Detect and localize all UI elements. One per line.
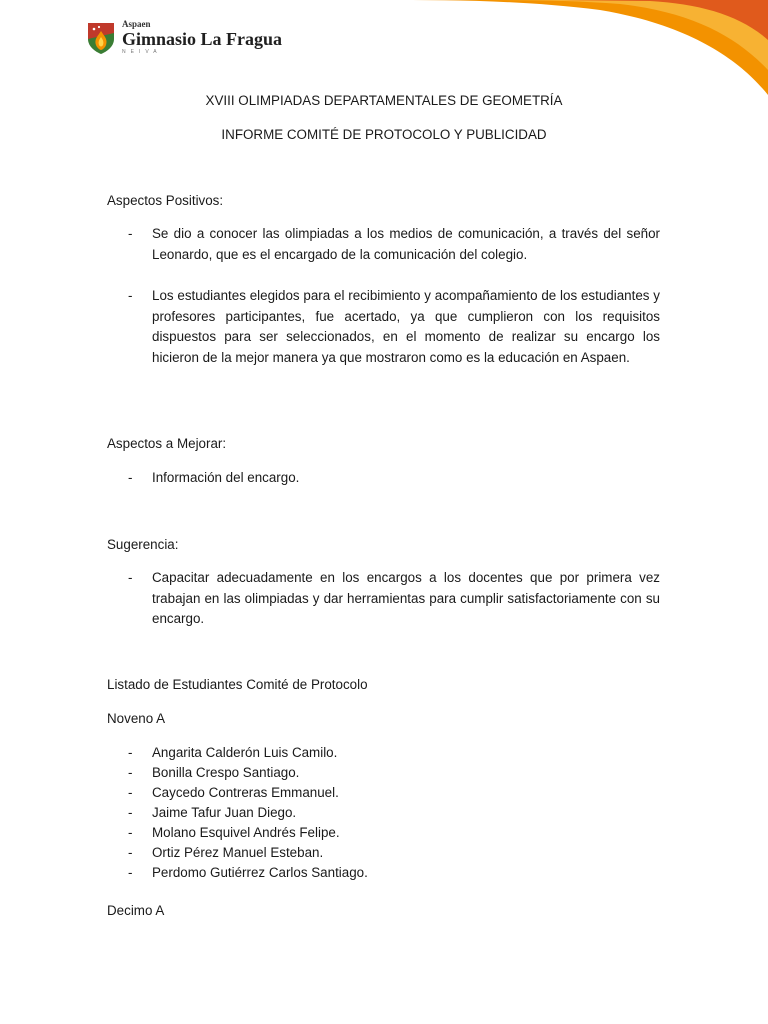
bullet-dash: - [128, 845, 133, 860]
list-mejorar [128, 468, 660, 489]
logo-main-text: Gimnasio La Fragua [122, 29, 283, 49]
logo-small-text: Aspaen [122, 19, 151, 29]
list-item-text: Caycedo Contreras Emmanuel. [152, 785, 339, 800]
bullet-dash: - [128, 805, 133, 820]
bullet-dash: - [128, 570, 133, 585]
document-subtitle: INFORME COMITÉ DE PROTOCOLO Y PUBLICIDAD [221, 127, 547, 142]
bullet-dash: - [128, 785, 133, 800]
bullet-dash: - [128, 865, 133, 880]
list-item [128, 743, 660, 763]
list-item-text: Jaime Tafur Juan Diego. [152, 805, 297, 820]
list-item-text: Capacitar adecuadamente en los encargos a los docentes que por primera vez trabajan en las olimpiadas y dar herramientas para cumplir satisfactoriamente con su encargo. [152, 570, 660, 626]
bullet-dash: - [128, 470, 133, 485]
bullet-dash: - [128, 288, 133, 303]
list-item [128, 286, 660, 368]
heading-decimo: Decimo A [107, 903, 165, 918]
heading-sugerencia: Sugerencia: [107, 537, 179, 552]
list-item-text: Los estudiantes elegidos para el recibimiento y acompañamiento de los estudiantes y profesores participantes, fue acertado, ya que cumplieron con los requisitos dispuestos para ser seleccionados, en el momento de realizar su encargo los hicieron de la mejor manera ya que mostraron como es la educación en Aspaen. [152, 288, 660, 365]
list-item [128, 823, 660, 843]
heading-listado: Listado de Estudiantes Comité de Protocolo [107, 677, 368, 692]
logo-sub-text: NEIVA [122, 49, 162, 55]
list-item [128, 843, 660, 863]
heading-positivos: Aspectos Positivos: [107, 193, 224, 208]
list-item [128, 863, 660, 883]
bullet-dash: - [128, 825, 133, 840]
list-sugerencia [128, 568, 660, 630]
list-item-text: Angarita Calderón Luis Camilo. [152, 745, 338, 760]
heading-mejorar: Aspectos a Mejorar: [107, 436, 227, 451]
list-item-text: Se dio a conocer las olimpiadas a los medios de comunicación, a través del señor Leonardo, que es el encargado de la comunicación del colegio. [152, 226, 660, 262]
list-item-text: Ortiz Pérez Manuel Esteban. [152, 845, 324, 860]
list-item [128, 568, 660, 630]
bullet-dash: - [128, 226, 133, 241]
list-noveno [128, 743, 660, 883]
list-item [128, 763, 660, 783]
school-shield-icon [86, 21, 116, 55]
list-positivos-2 [128, 286, 660, 368]
bullet-dash: - [128, 745, 133, 760]
heading-noveno: Noveno A [107, 711, 166, 726]
list-positivos [128, 224, 660, 265]
list-item-text: Información del encargo. [152, 470, 300, 485]
list-item-text: Perdomo Gutiérrez Carlos Santiago. [152, 865, 368, 880]
list-item [128, 783, 660, 803]
list-item-text: Bonilla Crespo Santiago. [152, 765, 300, 780]
document-title: XVIII OLIMPIADAS DEPARTAMENTALES DE GEOMETRÍA [205, 93, 563, 108]
list-item [128, 468, 660, 489]
list-item [128, 803, 660, 823]
list-item [128, 224, 660, 265]
bullet-dash: - [128, 765, 133, 780]
list-item-text: Molano Esquivel Andrés Felipe. [152, 825, 340, 840]
school-logo [86, 20, 282, 55]
